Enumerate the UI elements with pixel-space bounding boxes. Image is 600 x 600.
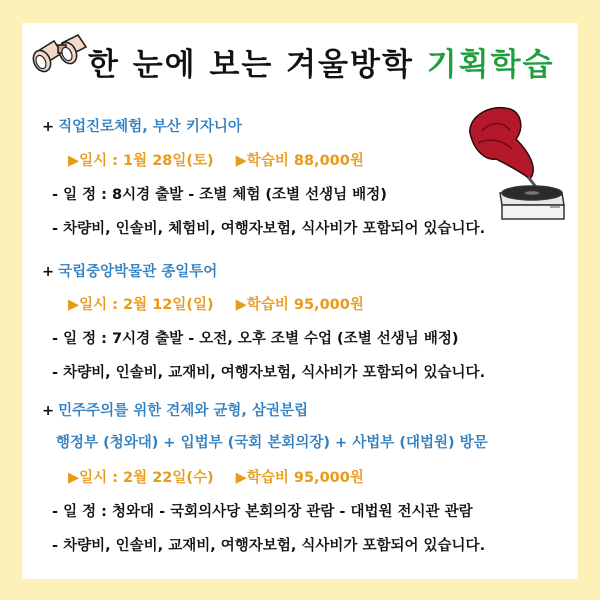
section-2-meta xyxy=(68,293,364,314)
section-1-heading: + 직업진로체험, 부산 키자니아 xyxy=(42,119,242,135)
section-3-meta xyxy=(68,466,364,487)
section-2-heading: + 국립중앙박물관 종일투어 xyxy=(42,264,218,280)
section-2-note: - 차량비, 인솔비, 교재비, 여행자보험, 식사비가 포함되어 있습니다. xyxy=(52,365,486,381)
section-3-fee: ▶학습비 95,000원 xyxy=(235,470,364,486)
section-1-date: ▶일시 : 1월 28일(토) xyxy=(68,153,214,169)
page-title xyxy=(88,39,568,84)
info-card xyxy=(22,23,578,579)
section-2-date: ▶일시 : 2월 12일(일) xyxy=(68,297,214,313)
section-1-note: - 차량비, 인솔비, 체험비, 여행자보험, 식사비가 포함되어 있습니다. xyxy=(52,221,486,237)
section-2-fee: ▶학습비 95,000원 xyxy=(235,297,364,313)
section-3-date: ▶일시 : 2월 22일(수) xyxy=(68,470,214,486)
section-1-fee: ▶학습비 88,000원 xyxy=(235,153,364,169)
title-main: 한 눈에 보는 겨울방학 xyxy=(88,47,414,83)
section-1-meta xyxy=(68,149,364,170)
section-3-schedule: - 일 정 : 청와대 - 국회의사당 본회의장 관람 - 대법원 전시관 관람 xyxy=(52,504,473,520)
section-3-heading: + 민주주의를 위한 견제와 균형, 삼권분립 xyxy=(42,403,308,419)
gramophone-icon xyxy=(460,101,572,225)
section-3-subheading: 행정부 (청와대) + 입법부 (국회 본회의장) + 사법부 (대법원) 방문 xyxy=(56,435,488,451)
section-3-note: - 차량비, 인솔비, 교재비, 여행자보험, 식사비가 포함되어 있습니다. xyxy=(52,538,486,554)
section-2-schedule: - 일 정 : 7시경 출발 - 오전, 오후 조별 수업 (조별 선생님 배정) xyxy=(52,331,459,347)
section-1-schedule: - 일 정 : 8시경 출발 - 조별 체험 (조별 선생님 배정) xyxy=(52,187,387,203)
title-accent: 기획학습 xyxy=(426,47,555,83)
